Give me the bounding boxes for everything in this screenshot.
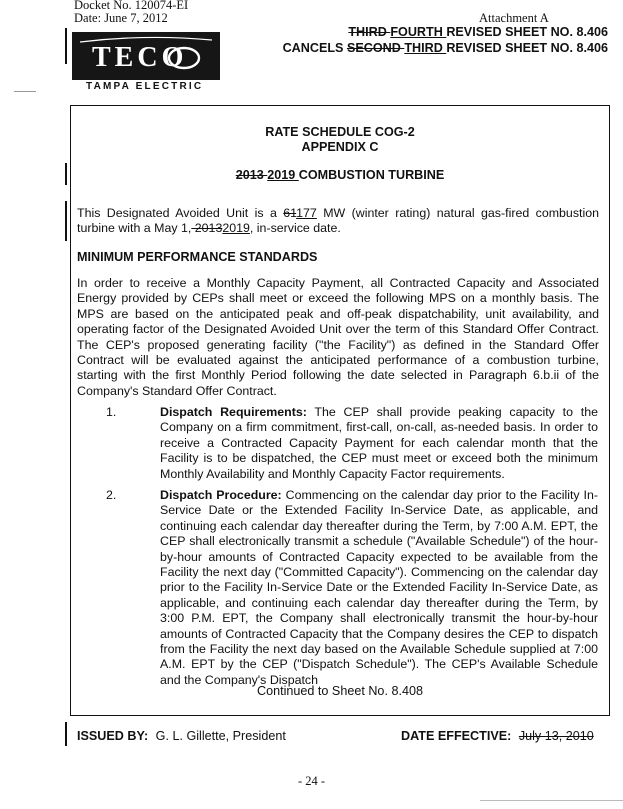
change-bar <box>65 163 67 185</box>
mps-paragraph: In order to receive a Monthly Capacity Payment, all Contracted Capacity and Associated Energy provided by CEPs shall meet or exceed the following MPS on a monthly basis. The MPS are based on the anticipated peak and off-peak dispatchability, unit availability, and operating factor of the Designated Avoided Unit over the term of this Standard Offer Contract. The CEP's proposed generating facility ("the Facility") as defined in the Standard Offer Contract will be evaluated against the anticipated performance of a combustion turbine, starting with the first Monthly Period following the date selected in Paragraph 6.b.ii of the Company's Standard Offer Contract. <box>77 276 599 398</box>
list-item <box>160 405 598 482</box>
list-item <box>160 488 598 688</box>
docket-number: Docket No. 120074-EI <box>74 0 189 12</box>
attachment-label: Attachment A <box>479 11 549 25</box>
intro-text: This Designated Avoided Unit is a <box>77 206 284 220</box>
unit-title-text: COMBUSTION TURBINE <box>298 168 445 182</box>
unit-title <box>70 168 610 182</box>
strike-text: 2013 <box>191 221 223 236</box>
scan-mark <box>14 91 36 92</box>
inserted-text: 2019 <box>267 168 299 182</box>
intro-paragraph <box>77 206 599 237</box>
revision-text: REVISED SHEET NO. 8.406 <box>446 25 608 39</box>
date-effective-label: DATE EFFECTIVE: <box>401 729 512 743</box>
appendix-title: APPENDIX C <box>301 140 379 154</box>
inserted-text: 177 <box>296 206 317 220</box>
intro-text: MW (winter rating) natural gas-fired combustion turbine with a May 1, <box>77 206 599 236</box>
strike-text: SECOND <box>346 41 405 55</box>
date-effective-value: July 13, 2010 <box>518 729 594 743</box>
strike-text: THIRD <box>348 25 391 39</box>
issued-by <box>77 729 286 743</box>
change-bar <box>65 201 67 241</box>
list-item-text: Commencing on the calendar day prior to the Facility In-Service Date or the Extended Facility In-Service Date, as applicable, and continuing each calendar day thereafter during the Term, by 7:00 A.M. EPT, the CEP shall electronically transmit a schedule ("Available Schedule") of the hour-by-hour amounts of Contracted Capacity expected to be available from the Facility the next day ("Committed Capacity"). Commencing on the calendar day prior to the Facility In-Service Date or the Extended Facility In-Service Date, as applicable, and continuing each calendar day thereafter during the Term, by 3:00 P.M. EPT, the Company shall electronically transmit the hour-by-hour amounts of Contracted Capacity that the Company desires the CEP to dispatch from the Facility the next day based on the Available Schedule supplied at 7:00 A.M. EPT by the CEP ("Dispatch Schedule"). The CEP's Available Schedule and the Company's Dispatch <box>160 488 598 687</box>
strike-text: 2013 <box>235 168 268 182</box>
change-bar <box>65 28 67 64</box>
inserted-text: FOURTH <box>390 25 447 39</box>
company-logo <box>72 32 220 80</box>
list-item-heading: Dispatch Requirements: <box>160 405 307 419</box>
change-bar <box>65 722 67 746</box>
cancels-text: REVISED SHEET NO. 8.406 <box>446 41 608 55</box>
issued-by-label: ISSUED BY: <box>77 729 149 743</box>
logo-brand-text: TECO <box>92 42 188 73</box>
date-effective <box>401 729 594 743</box>
sheet-revision-line <box>348 25 608 39</box>
logo-subtitle: TAMPA ELECTRIC <box>86 81 204 92</box>
list-item-number: 1. <box>106 405 117 419</box>
docket-date: Date: June 7, 2012 <box>74 11 168 25</box>
inserted-text: THIRD <box>404 41 447 55</box>
page-number: - 24 - <box>297 774 326 788</box>
continued-note: Continued to Sheet No. 8.408 <box>257 684 423 698</box>
intro-text: , in-service date. <box>249 221 341 236</box>
list-item-text: The CEP shall provide peaking capacity to the Company on a firm commitment, first-call, on-call, as-needed basis. In order to receive a Contracted Capacity Payment for each calendar month that the Facility is to be dispatched, the CEP must meet or exceed both the minimum Monthly Availability and Monthly Capacity Factor requirements. <box>160 405 598 481</box>
section-heading: MINIMUM PERFORMANCE STANDARDS <box>77 250 318 264</box>
issued-by-name: G. L. Gillette, President <box>155 729 286 743</box>
strike-text: 61 <box>283 206 297 220</box>
inserted-text: 2019 <box>222 221 250 236</box>
list-item-heading: Dispatch Procedure: <box>160 488 282 502</box>
scan-mark <box>480 800 623 801</box>
schedule-title: RATE SCHEDULE COG-2 <box>265 125 415 139</box>
list-item-number: 2. <box>106 488 117 502</box>
cancels-prefix: CANCELS <box>282 41 347 55</box>
sheet-cancels-line <box>283 41 608 55</box>
